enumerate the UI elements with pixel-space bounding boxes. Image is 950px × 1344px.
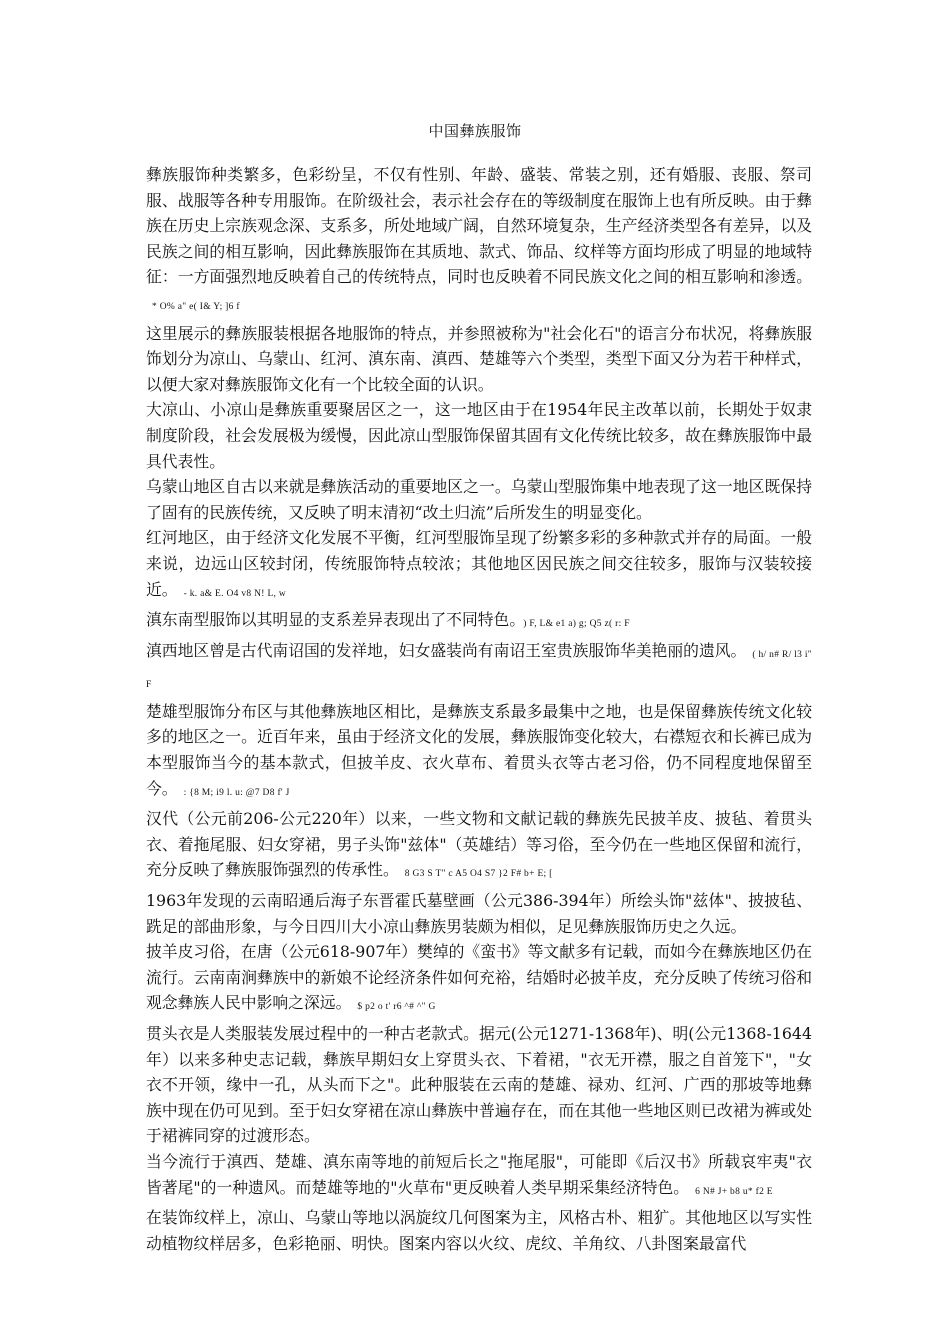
paragraph-text: 当今流行于滇西、楚雄、滇东南等地的前短后长之"拖尾服"，可能即《后汉书》所载哀牢夷"衣皆著尾"的一种遗风。而楚雄等地的"火草布"更反映着人类早期采集经济特色。: [146, 1151, 812, 1197]
paragraph: [146, 939, 812, 1021]
document-title: 中国彝族服饰: [428, 122, 522, 140]
paragraph: [146, 162, 812, 321]
watermark-noise: ) F, L& e1 a) g; Q5 z( r: F: [523, 619, 630, 630]
watermark-noise: - k. a& E. O4 v8 N! L, w: [183, 588, 287, 599]
paragraph-text: 滇西地区曾是古代南诏国的发祥地，妇女盛装尚有南诏王室贵族服饰华美艳丽的遗风。: [146, 640, 747, 660]
paragraph-text: 楚雄型服饰分布区与其他彝族地区相比，是彝族支系最多最集中之地，也是保留彝族传统文化较多的地区之一。近百年来，虽由于经济文化的发展，彝族服饰变化较大，右襟短衣和长裤已成为本型服饰当今的基本款式，但披羊皮、衣火草布、着贯头衣等古老习俗，仍不同程度地保留至今。: [146, 701, 812, 798]
paragraph: [146, 525, 812, 607]
paragraph: [146, 1021, 812, 1149]
paragraph-text: 滇东南型服饰以其明显的支系差异表现出了不同特色。: [146, 610, 518, 630]
paragraph-text: 汉代（公元前206-公元220年）以来，一些文物和文献记载的彝族先民披羊皮、披毡、着贯头衣、着拖尾服、妇女穿裙，男子头饰"兹体"（英雄结）等习俗，至今仍在一些地区保留和流行，充分反映了彝族服饰强烈的传承性。: [146, 809, 812, 880]
paragraph-text: 披羊皮习俗，在唐（公元618-907年）樊绰的《蛮书》等文献多有记载，而如今在彝族地区仍在流行。云南南涧彝族中的新娘不论经济条件如何充裕，结婚时必披羊皮，充分反映了传统习俗和观念彝族人民中影响之深远。: [146, 942, 812, 1013]
paragraph: [146, 699, 812, 806]
paragraph-text: 贯头衣是人类服装发展过程中的一种古老款式。据元(公元1271-1368年)、明(公元1368-1644年）以来多种史志记载，彝族早期妇女上穿贯头衣、下着裙，"衣无开襟，服之自首笼下"，"女衣不开领，缘中一孔，从头而下之"。此种服装在云南的楚雄、禄劝、红河、广西的那坡等地彝族中现在仍可见到。至于妇女穿裙在凉山彝族中普遍存在，而在其他一些地区则已改裙为裤或处于裙裤同穿的过渡形态。: [146, 1024, 812, 1146]
paragraph: [146, 806, 812, 888]
paragraph-text: 乌蒙山地区自古以来就是彝族活动的重要地区之一。乌蒙山型服饰集中地表现了这一地区既保持了固有的民族传统，又反映了明末清初“改土归流”后所发生的明显变化。: [146, 477, 812, 522]
paragraph: [146, 474, 812, 525]
paragraph-text: 1963年发现的云南昭通后海子东晋霍氏墓壁画（公元386-394年）所绘头饰"兹体"、披披毡、跣足的部曲形象，与今日四川大小凉山彝族男装颇为相似，足见彝族服饰历史之久远。: [146, 891, 812, 936]
paragraph-text: 大凉山、小凉山是彝族重要聚居区之一，这一地区由于在1954年民主改革以前，长期处于奴隶制度阶段，社会发展极为缓慢，因此凉山型服饰保留其固有文化传统比较多，故在彝族服饰中最具代表性。: [146, 400, 812, 471]
paragraph: [146, 397, 812, 474]
paragraph-text: 这里展示的彝族服装根据各地服饰的特点，并参照被称为"社会化石"的语言分布状况，将彝族服饰划分为凉山、乌蒙山、红河、滇东南、滇西、楚雄等六个类型，类型下面又分为若干种样式，以便大家对彝族服饰文化有一个比较全面的认识。: [146, 323, 812, 394]
paragraph-text: 彝族服饰种类繁多，色彩纷呈，不仅有性别、年龄、盛装、常装之别，还有婚服、丧服、祭司服、战服等各种专用服饰。在阶级社会，表示社会存在的等级制度在服饰上也有所反映。由于彝族在历史上宗族观念深、支系多，所处地域广阔，自然环境复杂，生产经济类型各有差异，以及民族之间的相互影响，因此彝族服饰在其质地、款式、饰品、纹样等方面均形成了明显的地域特征：一方面强烈地反映着自己的传统特点，同时也反映着不同民族文化之间的相互影响和渗透。: [146, 165, 812, 287]
paragraph: [146, 1149, 812, 1205]
paragraph: [146, 638, 812, 699]
paragraph-text: 红河地区，由于经济文化发展不平衡，红河型服饰呈现了纷繁多彩的多种款式并存的局面。一般来说，边远山区较封闭，传统服饰特点较浓；其他地区因民族之间交往较多，服饰与汉装较接近。: [146, 528, 812, 599]
paragraph-text: 在装饰纹样上，凉山、乌蒙山等地以涡旋纹几何图案为主，风格古朴、粗犷。其他地区以写实性动植物纹样居多，色彩艳丽、明快。图案内容以火纹、虎纹、羊角纹、八卦图案最富代: [146, 1208, 812, 1253]
document-body: [146, 162, 812, 1256]
watermark-noise: $ p2 o t' r6 ^# ^" G: [357, 1002, 436, 1013]
paragraph: [146, 607, 812, 638]
paragraph: [146, 321, 812, 398]
watermark-noise: : {8 M; i9 l. u: @7 D8 f' J: [183, 787, 290, 798]
paragraph: [146, 888, 812, 939]
watermark-noise: 8 G3 S T" c A5 O4 S7 }2 F# b+ E; [: [404, 869, 553, 880]
watermark-noise: * O% a" e( I& Y; ]6 f: [152, 301, 240, 312]
watermark-noise: 6 N# J+ b8 u* f2 E: [695, 1186, 773, 1197]
paragraph: [146, 1205, 812, 1256]
watermark-noise: ( h/ n# R/ l3 i" F: [146, 649, 812, 691]
